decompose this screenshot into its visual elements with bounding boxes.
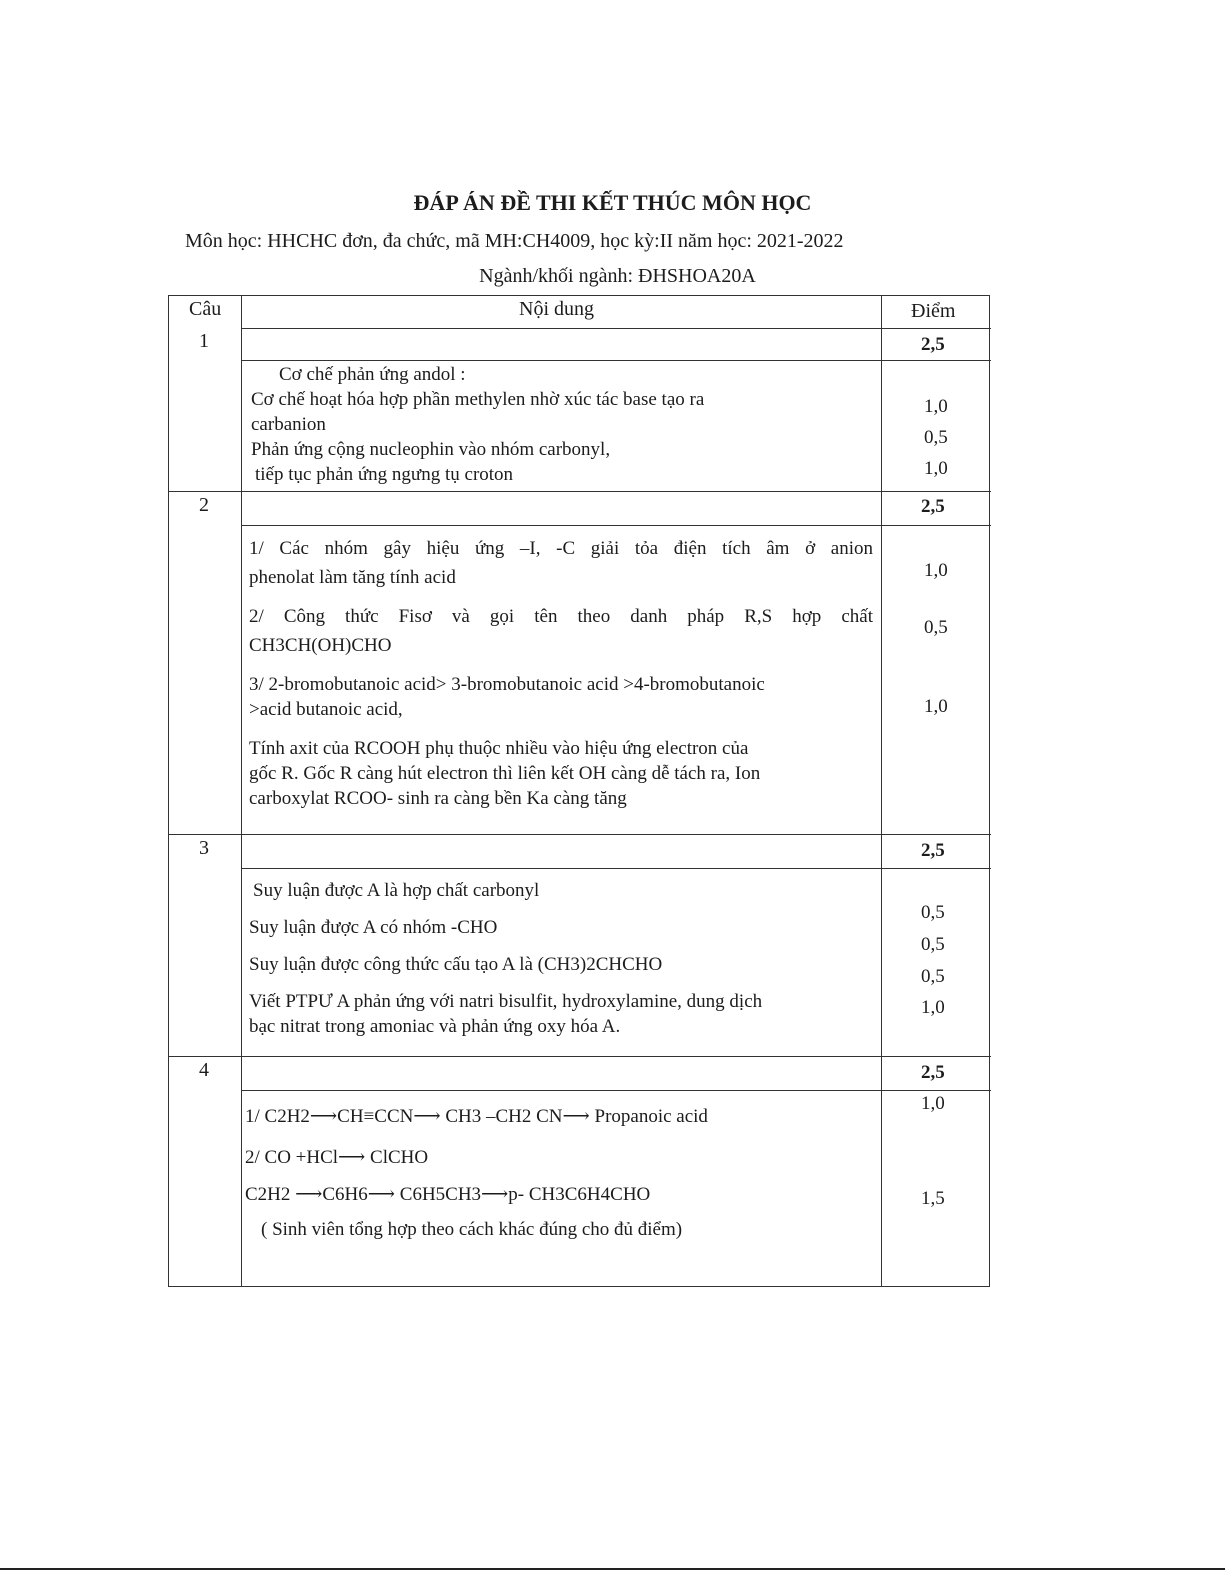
points-value: 1,0 — [924, 396, 948, 417]
row-divider — [241, 360, 991, 361]
row-divider — [241, 1090, 991, 1091]
points-value: 1,0 — [924, 696, 948, 717]
page-bottom-edge — [0, 1568, 1225, 1570]
question-content-1 — [251, 362, 871, 487]
content-line: Tính axit của RCOOH phụ thuộc nhiều vào hiệu ứng electron của — [249, 738, 749, 759]
content-line: Phản ứng cộng nucleophin vào nhóm carbonyl, — [251, 439, 611, 460]
column-divider — [241, 296, 242, 1286]
row-divider — [241, 328, 991, 329]
points-value: 1,0 — [921, 997, 945, 1018]
question-total-2: 2,5 — [921, 496, 945, 517]
content-line: bạc nitrat trong amoniac và phản ứng oxy hóa A. — [249, 1016, 621, 1037]
content-line: Suy luận được công thức cấu tạo A là (CH3)2CHCHO — [249, 954, 663, 975]
question-total-4: 2,5 — [921, 1062, 945, 1083]
question-total-3: 2,5 — [921, 840, 945, 861]
row-divider — [241, 868, 991, 869]
content-line: phenolat làm tăng tính acid — [249, 567, 456, 588]
row-divider — [241, 525, 991, 526]
column-divider — [881, 296, 882, 1286]
content-line: 2/ Công thức Fisơ và gọi tên theo danh pháp R,S hợp chất — [249, 606, 873, 627]
content-line: Viết PTPƯ A phản ứng với natri bisulfit, hydroxylamine, dung dịch — [249, 991, 763, 1012]
document-title: ĐÁP ÁN ĐỀ THI KẾT THÚC MÔN HỌC — [413, 190, 812, 215]
points-value: 0,5 — [921, 966, 945, 987]
question-number-2: 2 — [199, 494, 209, 516]
content-line: gốc R. Gốc R càng hút electron thì liên kết OH càng dễ tách ra, Ion — [249, 763, 761, 784]
question-number-4: 4 — [199, 1059, 209, 1081]
header-question: Câu — [189, 298, 222, 320]
points-value: 1,0 — [921, 1093, 945, 1114]
question-total-1: 2,5 — [921, 334, 945, 355]
points-value: 0,5 — [924, 617, 948, 638]
content-line: CH3CH(OH)CHO — [249, 635, 392, 656]
content-line: Suy luận được A có nhóm -CHO — [249, 917, 498, 938]
row-divider — [169, 1056, 991, 1057]
content-line: 1/ Các nhóm gây hiệu ứng –I, -C giải tỏa điện tích âm ở anion — [249, 538, 873, 559]
question-content-2 — [249, 536, 873, 811]
course-info: Môn học: HHCHC đơn, đa chức, mã MH:CH4009, học kỳ:II năm học: 2021-2022 — [185, 230, 844, 252]
content-line: ( Sinh viên tổng hợp theo cách khác đúng cho đủ điểm) — [261, 1219, 683, 1240]
header-points: Điểm — [911, 300, 956, 322]
content-line: >acid butanoic acid, — [249, 699, 403, 720]
content-line: C2H2 ⟶C6H6⟶ C6H5CH3⟶p- CH3C6H4CHO — [245, 1184, 651, 1205]
content-line: 1/ C2H2⟶CH≡CCN⟶ CH3 –CH2 CN⟶ Propanoic acid — [245, 1106, 708, 1127]
points-value: 0,5 — [921, 902, 945, 923]
question-number-3: 3 — [199, 837, 209, 859]
points-value: 1,0 — [924, 560, 948, 581]
points-value: 0,5 — [921, 934, 945, 955]
content-line: 3/ 2-bromobutanoic acid> 3-bromobutanoic acid >4-bromobutanoic — [249, 674, 765, 695]
question-content-3 — [249, 878, 873, 1039]
content-line: 2/ CO +HCl⟶ ClCHO — [245, 1147, 429, 1168]
content-line: Cơ chế phản ứng andol : — [279, 364, 466, 385]
content-line: Cơ chế hoạt hóa hợp phần methylen nhờ xúc tác base tạo ra — [251, 389, 705, 410]
header-content: Nội dung — [519, 298, 594, 320]
content-line: carboxylat RCOO- sinh ra càng bền Ka càng tăng — [249, 788, 627, 809]
answer-table — [168, 295, 990, 1287]
content-line: tiếp tục phản ứng ngưng tụ croton — [255, 464, 514, 485]
major-info: Ngành/khối ngành: ĐHSHOA20A — [479, 265, 756, 287]
content-line: Suy luận được A là hợp chất carbonyl — [253, 880, 540, 901]
row-divider — [169, 834, 991, 835]
row-divider — [169, 491, 991, 492]
question-content-4 — [245, 1104, 873, 1242]
points-value: 1,0 — [924, 458, 948, 479]
points-value: 1,5 — [921, 1188, 945, 1209]
question-number-1: 1 — [199, 330, 209, 352]
points-value: 0,5 — [924, 427, 948, 448]
content-line: carbanion — [251, 414, 326, 435]
